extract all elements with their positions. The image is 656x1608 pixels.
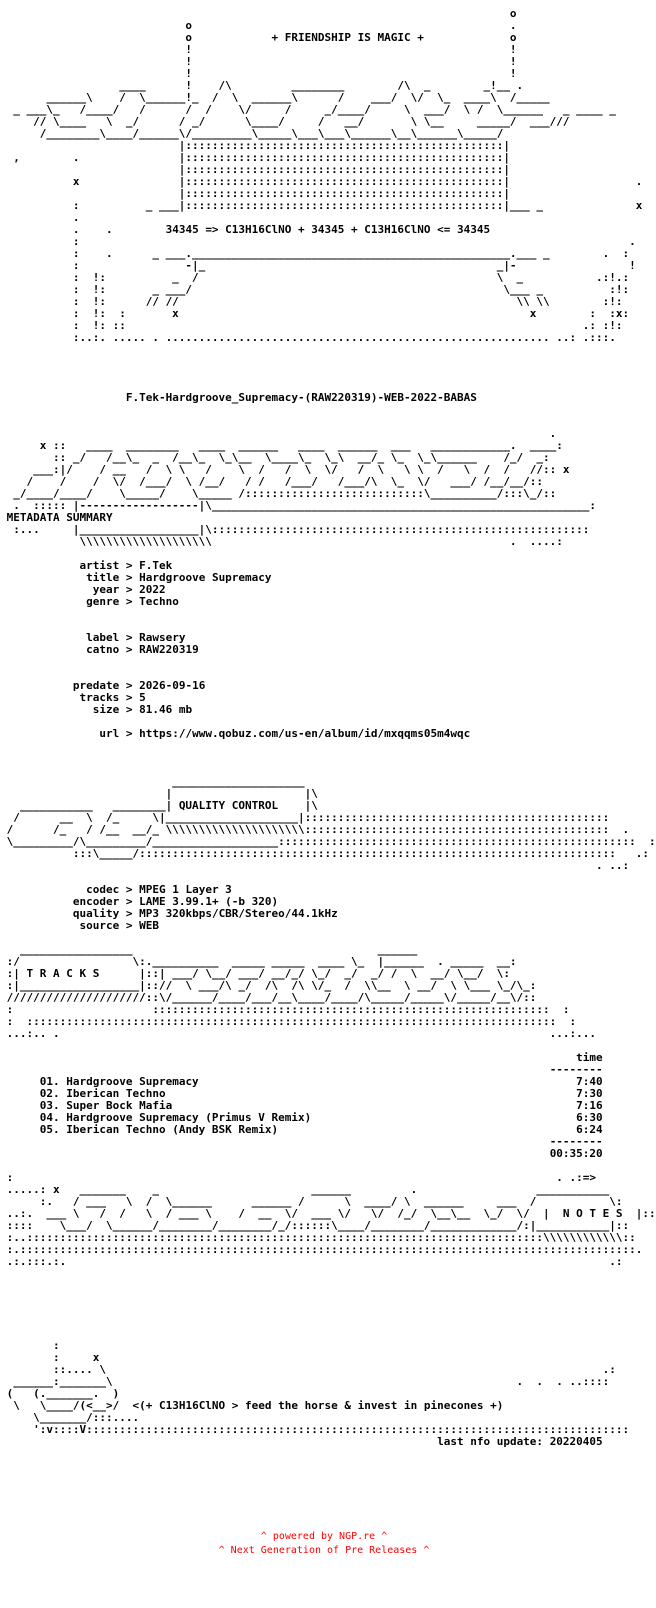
quality-row: codec > MPEG 1 Layer 3 [0, 883, 232, 896]
track-time: 7:30 [165, 1087, 603, 1100]
metadata-row-key: title [0, 571, 120, 584]
quality-row-value: WEB [139, 919, 159, 932]
nfo-text: o o . o + FRIENDSHIP IS MAGIC + o ! ! ! ! ! ! ____ ! /\ ________ /\ _ _!__ . ______\ / \______!_ / \ ______\ / ___/ \/ \_ ____\ /_____ _ ___\_ /____/ / / / \/ / _/____/ \ ___/ \ / \______ _ ____ _ // \____ \ _/ / _/ \____/ / __/ \ \__ _____/ ___/// /________\____/______\/_________\_____\___\___\______\__\______\_____/ |::::::::::::::::::::::::::::::::::::::::::::::::| , . |::::::::::::::::::::::::::::::::::::::::::::::::| |::::::::::::::::::::::::::::::::::::::::::::::::| x |::::::::::::::::::::::::::::::::::::::::::::::::| . |::::::::::::::::::::::::::::::::::::::::::::::::| : _ ___|::::::::::::::::::::::::::::::::::::::::::::::::|___ _ x . . . 34345 => C13H16ClNO + 34345 + C13H16ClNO <= 34345 : . : . _ ___.________________________________________________.___ _ . : : -|_ _|- ! : !: _ / \ _ .:!.: : !: _ ___/ \___ _ :!: : !: // // \\ \\ :!: : !: : x x : :x: : !: :: .: :!: :..:. ..... . .......................................................... ..: .:::. F.Tek-Hardgroove_Supremacy-(RAW220319)-WEB-2022-BABAS . x :: ____ ________ ____ ______ ____ ______ ___ ____________. ____: :: _/ /__\_ _ /__\_ \_\__ \____\_ \_\ __/_ \_ \_\______ /_/ _: ___:|/ / __ / \ \ / \ / / \ \/ / \ \ \ / \ / / //:: x / / / \/ /___/ \ /__/ / / /___/ /___/\ \_ \/ ___/ /__/__/:: _/____/____/ \_____/ \_____ /:::::::::::::::::::::::::::\__________/:::\_/:: . ::::: |------------------|\_________________________________________________________: METADATA SUMMARY :... |__________________|\::::::::::::::::::::::::::::::::::::::::::::::::::::::::: \\\\\\\\\\\\\\\\\\\\ . ....: artist > F.Tek title > Hardgroove Supremacy year > 2022 genre > Techno label > Rawsery catno > RAW220319 predate > 2026-09-16 tracks > 5 size > 81.46 mb url > https://www.qobuz.com/us-en/album/id/mxqqms05m4wqc ____________________ | |\ ___________ ________| QUALITY CONTROL |\ / __ \ /_ \|____________________|:::::::::::::::::::::::::::::::::::::::::::::: / /_ / /__ __/_ \\\\\\\\\\\\\\\\\\\\\:::::::::::::::::::::::::::::::::::::::::::::: . \_________/\_________/___________________:::::::::::::::::::::::::::::::::::::::::::::::::::::: : :::\_____/:::::::::::::::::::::::::::::::::::::::::::::::::::::::::::::::::::::::: .: . ..: codec > MPEG 1 Layer 3 encoder > LAME 3.99.1+ (-b 320) quality > MP3 320kbps/CBR/Stereo/44.1kHz source > WEB _________________ ______ :/ \:.__________ _____ _____ ____ \_ |______ . _____ __: :| T R A C K S |::| ___/ \__/ ___/ __/_/ \_/ _/ _/ / \ __/ \__/ \: :|__________________|::// \ ___/\ _/ /\ /\ \/_ / \\__ \ __/ \ \___ \_/\_: /////////////////////::\/______/____/___/__\____/____/\_____/_____\/_____/__\/:: : :::::::::::::::::::::::::::::::::::::::::::::::::::::::::::: : : :::::::::::::::::::::::::::::::::::::::::::::::::::::::::::::::::::::::::::::::: : ...:.. . ...:... time -------- 01. Hardgroove Supremacy 7:40 02. Iberican Techno 7:30 03. Super Bock Mafia 7:16 04. Hardgroove Supremacy (Primus V Remix) 6:30 05. Iberican Techno (Andy BSK Remix) 6:24 -------- 00:35:20 : . .:=> .....: x _______ _ ______ . ___________ :. / ___ \ / \______ ______ / \ ____/ \ ______ ___ / \: ..:. ___ \ / / \ / ___ \ / __ \/ ___ \/ \/ /_/ \__\__ \_/ \/ | N O T E S |:: :::: \___/ \______/________/________/_/::::::\____/________/_____________/:|___________|:: :..::::::::::::::::::::::::::::::::::::::::::::::::::::::::::::::::::::::::::::::\\\\\\\\\\\\:: :.:::::::::::::::::::::::::::::::::::::::::::::::::::::::::::::::::::::::::::::::::::::::::::::. .:.:::.:. .: : : x ::.... \ .: ______:_______\ . . . ..:::: ( (._______. ) \ \____/(<__>/ <(+ C13H16ClNO > feed the horse & invest in pinecones +) \_______/:::.... ':v::::V:::::::::::::::::::::::::::::::::::::::::::::::::::::::::::::::::::::::::::::::::: last nfo update: 20220405 [0, 7, 656, 1448]
metadata-row-value: Rawsery [139, 631, 186, 644]
metadata-row-value: 2022 [139, 583, 166, 596]
tracks-banner-bottom: :|__________________|::// \ ___/\ _/ /\ /\ \/_ / \\__ \ __/ \ \___ \_/\_: /////////////////////::\/______/____/___/__\____/____/\_____/_____\/_____/__\/:: : :::::::::::::::::::::::::::::::::::::::::::::::::::::::::::: : : :::::::::::::::::::::::::::::::::::::::::::::::::::::::::::::::::::::::::::::::: : ...:.. . ...:... [6, 979, 597, 1040]
track-number: 05. [0, 1123, 60, 1136]
quality-row-value: MP3 320kbps/CBR/Stereo/44.1kHz [139, 907, 338, 920]
track-time: 7:16 [172, 1099, 603, 1112]
metadata-row-value: F.Tek [139, 559, 173, 572]
metadata-row: artist > F.Tek [0, 559, 173, 572]
footer-powered-by[interactable]: ^ powered by NGP.re ^ [260, 1531, 388, 1542]
metadata-row: catno > RAW220319 [0, 643, 199, 656]
track-list [0, 1075, 603, 1136]
track-number: 01. [0, 1075, 60, 1088]
track-row [0, 1123, 603, 1136]
footer [0, 1530, 648, 1558]
track-title: Hardgroove Supremacy [59, 1075, 199, 1088]
track-title: Hardgroove Supremacy (Primus V Remix) [59, 1111, 312, 1124]
metadata-row: title > Hardgroove Supremacy [0, 571, 272, 584]
quality-row: quality > MP3 320kbps/CBR/Stereo/44.1kHz [0, 907, 338, 920]
tracks-banner-top: _________________ ______ :/ \:.__________ _____ _____ ____ \_ |______ . _____ __: [6, 943, 517, 968]
quality-list [0, 883, 338, 932]
metadata-row: tracks > 5 [0, 691, 146, 704]
boat-art: : : x ::.... \ .: ______:_______\ . . . ..:::: ( (._______. ) \ \____/(<__>/ <(+ [6, 1339, 616, 1412]
tracks-heading: T R A C K S [26, 967, 100, 980]
quality-heading: QUALITY CONTROL [178, 799, 279, 812]
metadata-row-value: Hardgroove Supremacy [139, 571, 272, 584]
metadata-row-key: year [0, 583, 120, 596]
metadata-row-value: 5 [139, 691, 146, 704]
track-number: 03. [0, 1099, 60, 1112]
tracks-time-header: time [576, 1051, 603, 1064]
quality-row-value: LAME 3.99.1+ (-b 320) [139, 895, 279, 908]
track-time: 7:40 [198, 1075, 603, 1088]
quality-row-key: quality [0, 907, 120, 920]
update-date: 20220405 [549, 1435, 603, 1448]
header-art: o o . o + FRIENDSHIP IS MAGIC + o ! ! ! ! ! ! ____ ! /\ ________ /\ _ _!__ . ______\ / \______!_ / \ ______\ / ___/ \/ \_ ____\ /_____ _ ___\_ /____/ / / / \/ / _/____/ \ ___/ \ / \______ _ ____ _ // \____ \ _/ / _/ \____/ / __/ \ \__ _____/ ___/// /________\____/______\/_________\_____\___\___\______\__\______\_____/ |::::::::::::::::::::::::::::::::::::::::::::::::| , . |::::::::::::::::::::::::::::::::::::::::::::::::| |::::::::::::::::::::::::::::::::::::::::::::::::| x |::::::::::::::::::::::::::::::::::::::::::::::::| . |::::::::::::::::::::::::::::::::::::::::::::::::| : _ ___|::::::::::::::::::::::::::::::::::::::::::::::::|___ _ x . . . 34345 => C13H16ClNO + 34345 + C13H16ClNO <= 34345 : . : . _ ___.________________________________________________.___ _ . : : -|_ _|- ! : !: _ / \ _ .:!.: : !: _ ___/ \___ _ :!: : !: // // \\ \\ :!: : !: : x x : :x: : !: :: .: :!: :..:. ..... . .......................................................... ..: .:::. [13, 7, 643, 344]
metadata-row: label > Rawsery [0, 631, 186, 644]
metadata-row-value: 81.46 mb [139, 703, 193, 716]
metadata-row-value: Techno [139, 595, 179, 608]
notes-heading: N O T E S [562, 1207, 623, 1220]
metadata-row: size > 81.46 mb [0, 703, 193, 716]
metadata-row-value: 2026-09-16 [139, 679, 206, 692]
metadata-banner-top: . x :: ____ ________ ____ ______ ____ ______ ___ ____________. ____: :: _/ /__\_ _ /__\_ \_\__ \____\_ \_\ __/_ \_ \_\______ /_/ _: ___:|/ / __ / \ \ / \ / / \ \/ / \ \ \ / \ / / //:: x / / / \/ /___/ \ /__/ / / /___/ /___/\ \_ \/ ___/ /__/__/:: _/____/____/ \_____/ \_____ /:::::::::::::::::::::::::::\__________/:::\_/:: . ::::: |------------------|\_________________________________________________________: [13, 427, 597, 512]
tracks-total-rule: -------- [549, 1135, 603, 1148]
metadata-row: predate > 2026-09-16 [0, 679, 206, 692]
track-number: 02. [0, 1087, 60, 1100]
metadata-row: url > https://www.qobuz.com/us-en/album/id/mxqqms05m4wqc [0, 727, 471, 740]
quality-row: encoder > LAME 3.99.1+ (-b 320) [0, 895, 279, 908]
metadata-list [0, 559, 470, 740]
metadata-row-key: tracks [0, 691, 120, 704]
metadata-row-key: size [0, 703, 120, 716]
update-label: last nfo update: [437, 1435, 544, 1448]
track-title: Iberican Techno (Andy BSK Remix) [59, 1123, 279, 1136]
track-title: Super Bock Mafia [59, 1099, 173, 1112]
release-name: F.Tek-Hardgroove_Supremacy-(RAW220319)-WEB-2022-BABAS [125, 391, 477, 404]
track-time: 6:30 [311, 1111, 603, 1124]
metadata-row-key: label [0, 631, 120, 644]
tagline: C13H16ClNO > feed the horse & invest in pinecones +) [158, 1399, 504, 1412]
boat-bottom: \_______/:::.... ':v::::V:::::::::::::::::::::::::::::::::::::::::::::::::::::::::::::::::::::::::::::::::: [33, 1411, 630, 1436]
metadata-row-key: genre [0, 595, 120, 608]
metadata-row-key: artist [0, 559, 120, 572]
quality-row-key: source [0, 919, 120, 932]
track-time: 6:24 [278, 1123, 603, 1136]
notes-banner-bottom: :::: \___/ \______/________/________/_/::::::\____/________/_____________/:|___________|:: :..::::::::::::::::::::::::::::::::::::::::::::::::::::::::::::::::::::::::::::::\\\\\\\\\\\\:: :.:::::::::::::::::::::::::::::::::::::::::::::::::::::::::::::::::::::::::::::::::::::::::::::. .:.:::.:. .: [6, 1219, 643, 1268]
metadata-row-key: catno [0, 643, 120, 656]
substitution-line: 34345 => C13H16ClNO + 34345 + C13H16ClNO <= 34345 [165, 223, 491, 236]
footer-tagline: ^ Next Generation of Pre Releases ^ [218, 1545, 430, 1556]
metadata-row-value: https://www.qobuz.com/us-en/album/id/mxqqms05m4wqc [139, 727, 471, 740]
tracks-time-rule: -------- [549, 1063, 603, 1076]
quality-row: source > WEB [0, 919, 159, 932]
tracks-total: 00:35:20 [549, 1147, 603, 1160]
metadata-banner-bottom: :... |__________________|\::::::::::::::::::::::::::::::::::::::::::::::::::::::::: \\\\\\\\\\\\\\\\\\\\ . ....: [13, 523, 590, 548]
quality-row-key: codec [0, 883, 120, 896]
quality-row-key: encoder [0, 895, 120, 908]
metadata-row: genre > Techno [0, 595, 179, 608]
metadata-row-value: RAW220319 [139, 643, 199, 656]
notes-banner-top: : . .:=> .....: x _______ _ ______ . ___________ :. / ___ \ / \______ ______ / \ ____/ \ ______ ___ / \: [6, 1171, 623, 1208]
metadata-row: year > 2022 [0, 583, 166, 596]
metadata-heading: METADATA SUMMARY [6, 511, 113, 524]
quality-banner-bottom: / __ \ /_ \|____________________|:::::::::::::::::::::::::::::::::::::::::::::: / /_ / /__ __/_ \\\\\\\\\\\\\\\\\\\\\:::::::::::::::::::::::::::::::::::::::::::::: . \_________/\_________/___________________:::::::::::::::::::::::::::::::::::::::::::::::::::::: : :::\_____/:::::::::::::::::::::::::::::::::::::::::::::::::::::::::::::::::::::::: .: . ..: [6, 811, 656, 872]
metadata-row-key: url [0, 727, 120, 740]
track-title: Iberican Techno [59, 1087, 166, 1100]
quality-banner-top: ____________________ | |\ ___________ ________| [19, 775, 318, 812]
track-number: 04. [0, 1111, 60, 1124]
metadata-row-key: predate [0, 679, 120, 692]
quality-row-value: MPEG 1 Layer 3 [139, 883, 232, 896]
